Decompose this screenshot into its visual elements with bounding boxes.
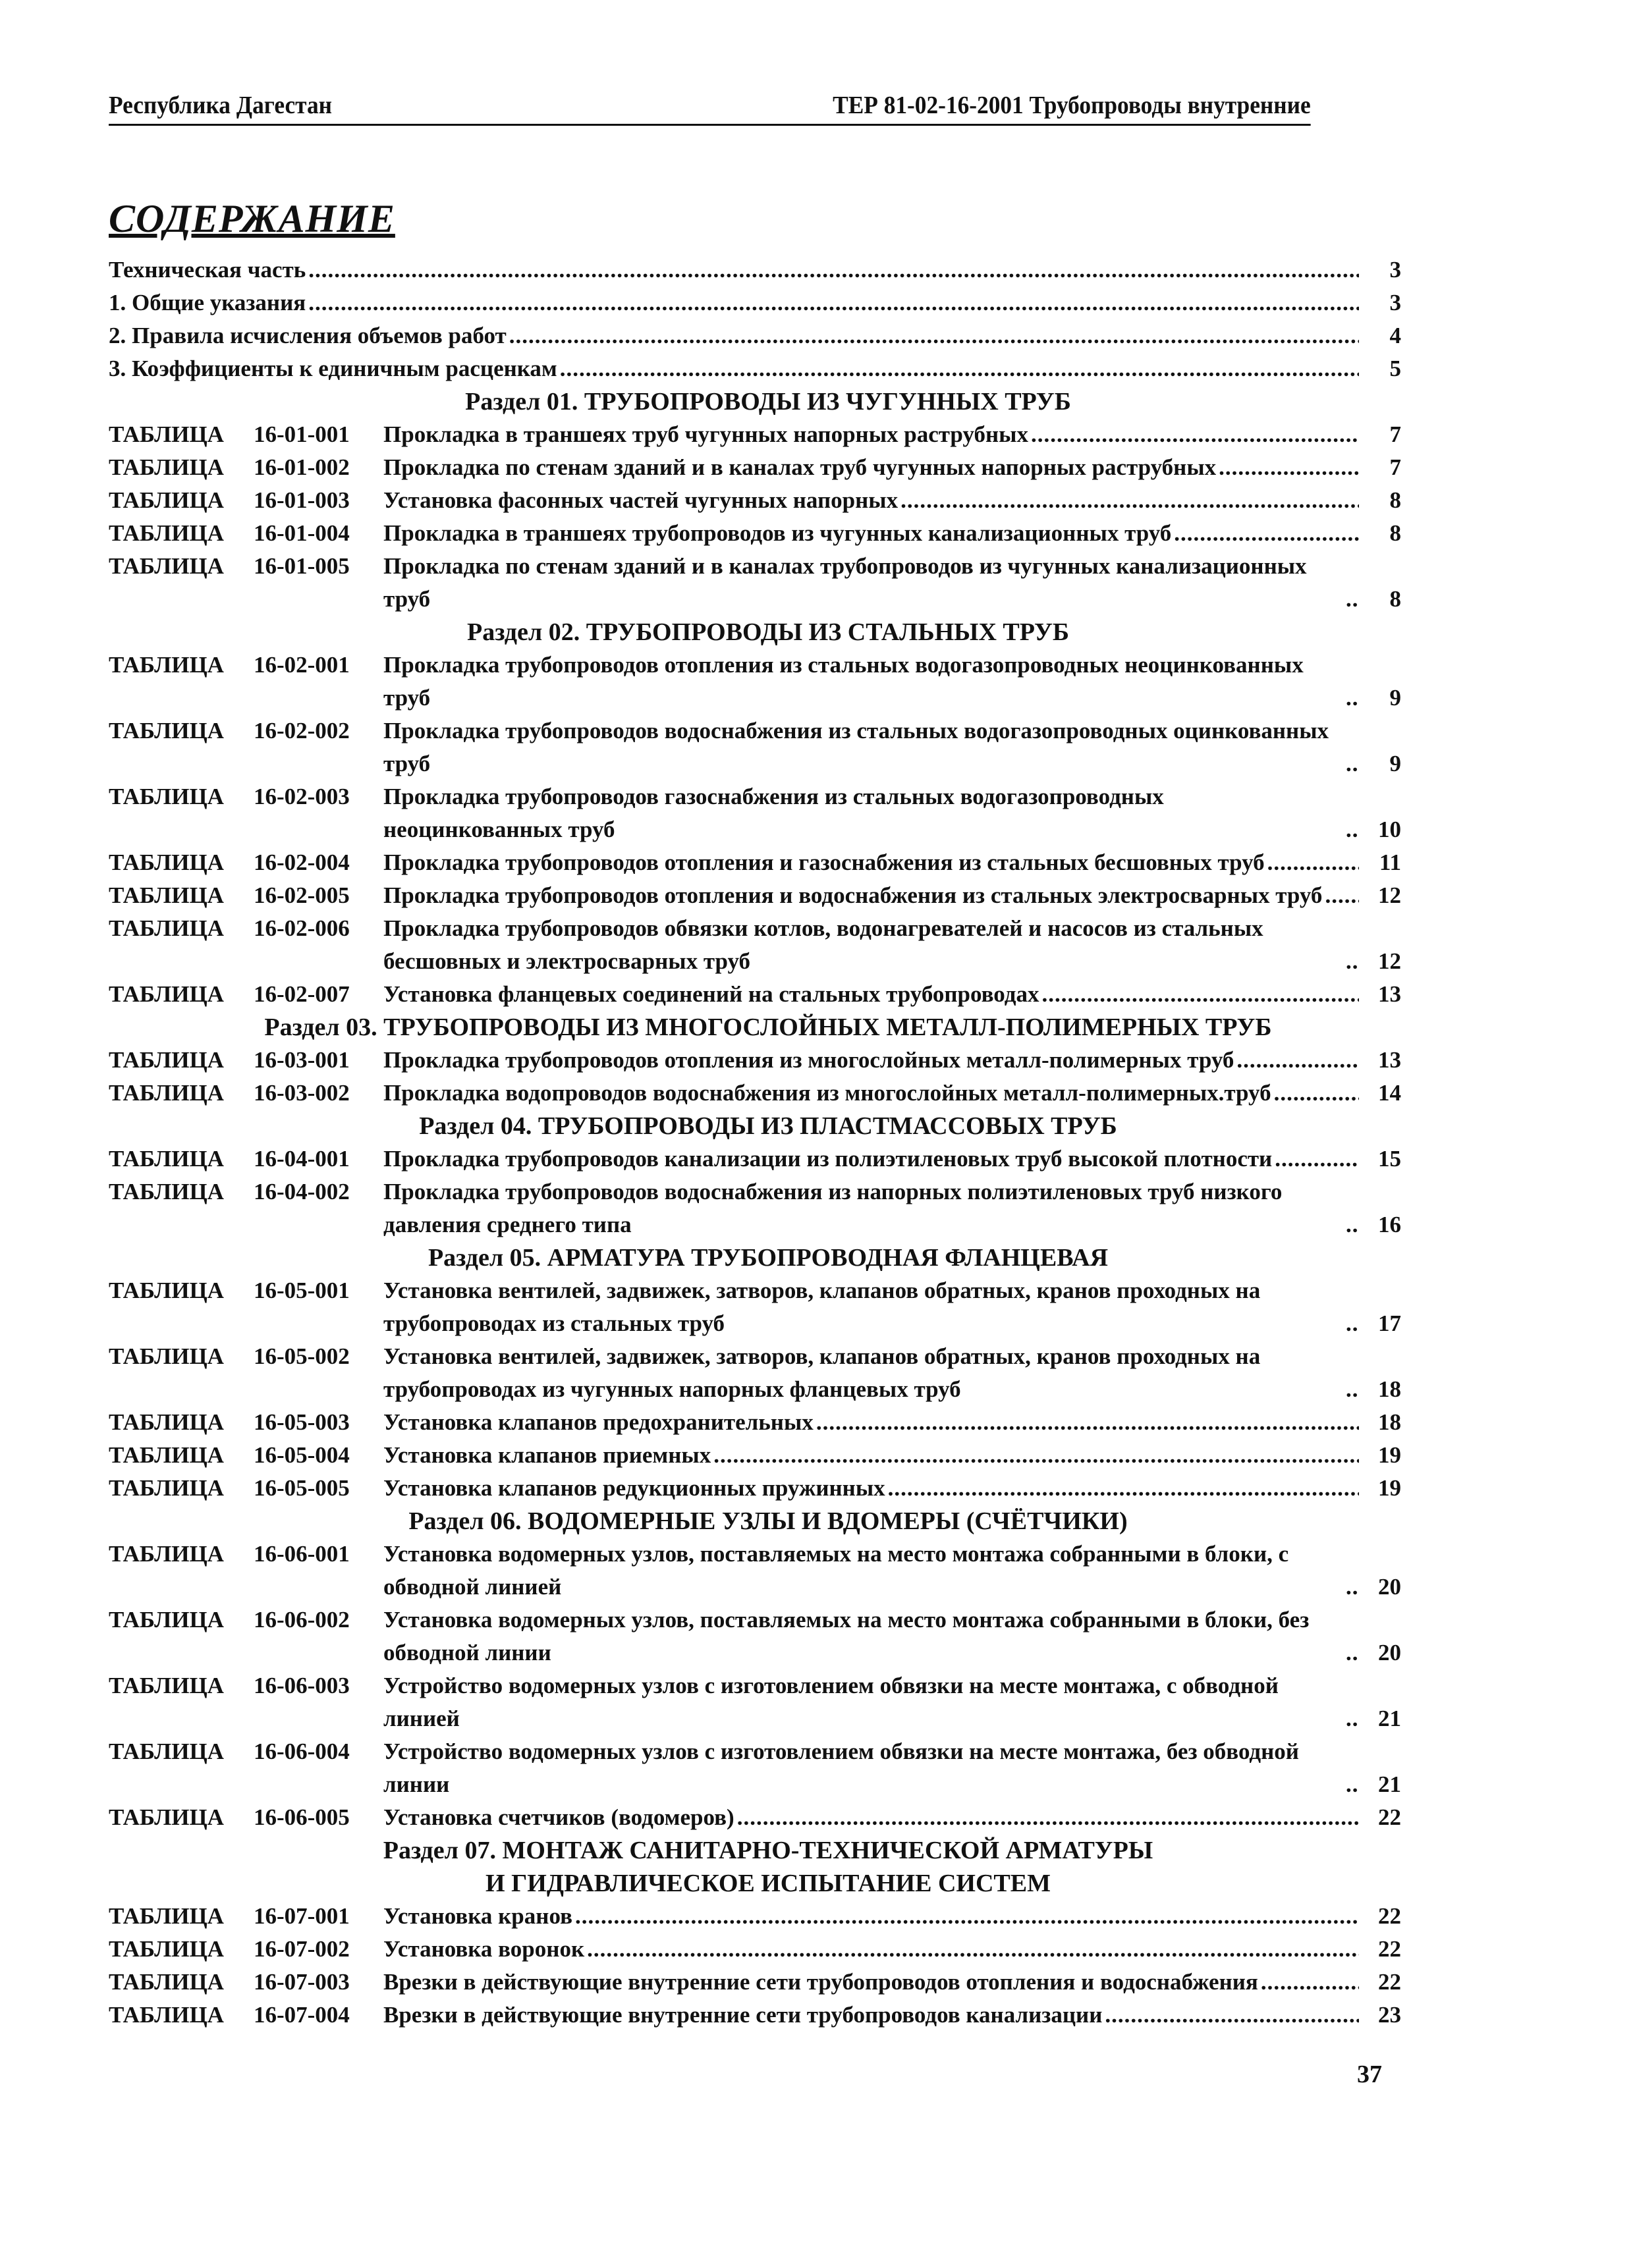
table-code: 16-04-001: [254, 1146, 350, 1172]
table-code: 16-06-005: [254, 1804, 350, 1830]
toc-entry-title: Техническая часть: [109, 257, 306, 283]
toc-entry-text-wrap: [383, 1077, 1362, 1110]
dot-leader: [900, 484, 1359, 517]
toc-entry-text-wrap: [383, 451, 1362, 484]
table-label: ТАБЛИЦА: [109, 1936, 224, 1962]
toc-entry-title: Установка водомерных узлов, поставляемых на место монтажа собранными в блоки, с обводной линией: [383, 1541, 1289, 1600]
table-label: ТАБЛИЦА: [109, 1278, 224, 1303]
toc-entry-title: Прокладка трубопроводов водоснабжения из стальных водогазопроводных оцинкованных труб: [383, 718, 1329, 776]
dot-leader: [1275, 1143, 1359, 1175]
dot-leader: [1346, 1768, 1359, 1801]
table-label: ТАБЛИЦА: [109, 2002, 224, 2028]
toc-entry[interactable]: [109, 319, 1401, 352]
dot-leader: [1031, 418, 1359, 451]
toc-entry-title: Прокладка трубопроводов отопления из многослойных металл-полимерных труб: [383, 1047, 1234, 1073]
table-label: ТАБЛИЦА: [109, 1804, 224, 1830]
toc-entry-text-wrap: [383, 1406, 1362, 1439]
dot-leader: [587, 1933, 1359, 1966]
toc-entry-text-wrap: [383, 1175, 1362, 1241]
toc-page-number: 14: [1378, 1080, 1401, 1106]
toc-entry[interactable]: [109, 1274, 1401, 1340]
toc-entry-text-wrap: [109, 254, 1362, 286]
dot-leader: [1346, 1702, 1359, 1735]
table-code: 16-06-002: [254, 1607, 350, 1633]
toc-page-number: 23: [1378, 2002, 1401, 2028]
table-code: 16-01-002: [254, 454, 350, 480]
toc-entry-text-wrap: [383, 649, 1362, 715]
table-label: ТАБЛИЦА: [109, 421, 224, 447]
toc-page-number: 3: [1389, 257, 1401, 283]
table-code: 16-07-002: [254, 1936, 350, 1962]
toc-entry-text-wrap: [383, 1472, 1362, 1505]
header-document-code: ТЕР 81-02-16-2001 Трубопроводы внутренние: [833, 92, 1311, 119]
toc-entry[interactable]: [109, 1538, 1401, 1604]
dot-leader: [1346, 682, 1359, 715]
table-label: ТАБЛИЦА: [109, 1739, 224, 1764]
table-label: ТАБЛИЦА: [109, 882, 224, 908]
dot-leader: [1325, 879, 1359, 912]
table-code: 16-02-003: [254, 784, 350, 809]
dot-leader: [1346, 1571, 1359, 1604]
dot-leader: [1174, 517, 1359, 550]
toc-entry-text-wrap: [109, 286, 1362, 319]
toc-entry-title: Врезки в действующие внутренние сети трубопроводов отопления и водоснабжения: [383, 1969, 1258, 1995]
dot-leader: [1041, 978, 1359, 1011]
toc-entry-title: Врезки в действующие внутренние сети трубопроводов канализации: [383, 2002, 1103, 2028]
toc-entry[interactable]: [109, 1735, 1401, 1801]
toc-entry[interactable]: [109, 1175, 1401, 1241]
dot-leader: [1346, 1307, 1359, 1340]
toc-page-number: 8: [1389, 586, 1401, 612]
toc-entry[interactable]: [109, 1999, 1401, 2032]
table-code: 16-01-005: [254, 553, 350, 579]
toc-page-number: 13: [1378, 1047, 1401, 1073]
toc-entry[interactable]: [109, 780, 1401, 846]
toc-entry-title: Установка клапанов редукционных пружинных: [383, 1475, 885, 1501]
table-code: 16-03-001: [254, 1047, 350, 1073]
toc-entry-title: Установка воронок: [383, 1936, 585, 1962]
toc-entry-text-wrap: [383, 1604, 1362, 1669]
toc-page-number: 7: [1389, 454, 1401, 480]
toc-page-number: 20: [1378, 1640, 1401, 1665]
toc-entry[interactable]: [109, 978, 1401, 1011]
table-code: 16-03-002: [254, 1080, 350, 1106]
toc-entry-title: Устройство водомерных узлов с изготовлением обвязки на месте монтажа, с обводной линией: [383, 1673, 1279, 1731]
toc-entry-title: Прокладка водопроводов водоснабжения из многослойных металл-полимерных.труб: [383, 1080, 1271, 1106]
toc-entry[interactable]: [109, 1801, 1401, 1834]
section-heading: Раздел 06. ВОДОМЕРНЫЕ УЗЛЫ И ВДОМЕРЫ (СЧЁТЧИКИ): [408, 1507, 1128, 1535]
toc-entry-title: Прокладка по стенам зданий и в каналах трубопроводов из чугунных канализационных труб: [383, 553, 1307, 612]
toc-entry-text-wrap: [383, 912, 1362, 978]
toc-entry-title: Прокладка трубопроводов обвязки котлов, водонагревателей и насосов из стальных бесшовных и электросварных труб: [383, 915, 1263, 974]
dot-leader: [1267, 846, 1359, 879]
table-code: 16-02-002: [254, 718, 350, 743]
toc-page-number: 11: [1379, 850, 1401, 875]
toc-entry-title: 2. Правила исчисления объемов работ: [109, 323, 507, 348]
dot-leader: [308, 254, 1359, 286]
toc-page-number: 8: [1389, 520, 1401, 546]
table-code: 16-01-001: [254, 421, 350, 447]
dot-leader: [560, 352, 1359, 385]
toc-page-number: 17: [1378, 1310, 1401, 1336]
toc-entry-title: Прокладка трубопроводов отопления и водоснабжения из стальных электросварных труб: [383, 882, 1323, 908]
dot-leader: [1261, 1966, 1359, 1999]
dot-leader: [308, 286, 1359, 319]
toc-entry-title: Установка счетчиков (водомеров): [383, 1804, 734, 1830]
table-label: ТАБЛИЦА: [109, 1179, 224, 1204]
toc-entry[interactable]: [109, 1966, 1401, 1999]
toc-page-number: 19: [1378, 1442, 1401, 1468]
table-label: ТАБЛИЦА: [109, 1903, 224, 1929]
toc-page-number: 21: [1378, 1771, 1401, 1797]
toc-entry-text-wrap: [383, 1801, 1362, 1834]
toc-entry-title: Прокладка трубопроводов отопления из стальных водогазопроводных неоцинкованных труб: [383, 652, 1304, 711]
toc-entry-title: Установка клапанов приемных: [383, 1442, 711, 1468]
dot-leader: [1346, 813, 1359, 846]
toc-page-number: 19: [1378, 1475, 1401, 1501]
table-label: ТАБЛИЦА: [109, 1673, 224, 1698]
toc-entry[interactable]: [109, 1406, 1401, 1439]
toc-entry-title: Прокладка в траншеях трубопроводов из чугунных канализационных труб: [383, 520, 1172, 546]
table-label: ТАБЛИЦА: [109, 850, 224, 875]
table-code: 16-06-004: [254, 1739, 350, 1764]
table-label: ТАБЛИЦА: [109, 1969, 224, 1995]
toc-entry-text-wrap: [383, 1274, 1362, 1340]
toc-page-number: 13: [1378, 981, 1401, 1007]
toc-entry-title: Устройство водомерных узлов с изготовлением обвязки на месте монтажа, без обводной линии: [383, 1739, 1299, 1797]
table-code: 16-05-001: [254, 1278, 350, 1303]
table-label: ТАБЛИЦА: [109, 1047, 224, 1073]
toc-entry-title: Прокладка по стенам зданий и в каналах труб чугунных напорных раструбных: [383, 454, 1217, 480]
dot-leader: [1346, 1373, 1359, 1406]
toc-entry-text-wrap: [109, 319, 1362, 352]
toc-entry-text-wrap: [383, 1538, 1362, 1604]
toc-entry-title: 3. Коэффициенты к единичным расценкам: [109, 356, 557, 381]
toc-entry[interactable]: [109, 1604, 1401, 1669]
dot-leader: [509, 319, 1359, 352]
toc-entry[interactable]: [109, 352, 1401, 385]
toc-page-number: 10: [1378, 817, 1401, 842]
dot-leader: [1274, 1077, 1359, 1110]
section-heading: Раздел 05. АРМАТУРА ТРУБОПРОВОДНАЯ ФЛАНЦЕВАЯ: [428, 1244, 1109, 1272]
toc-entry-title: Прокладка трубопроводов газоснабжения из стальных водогазопроводных неоцинкованных труб: [383, 784, 1164, 842]
toc-entry-text-wrap: [383, 1999, 1362, 2032]
table-code: 16-02-001: [254, 652, 350, 678]
toc-entry-text-wrap: [383, 1340, 1362, 1406]
toc-page-number: 7: [1389, 421, 1401, 447]
toc-entry-text-wrap: [383, 715, 1362, 780]
table-label: ТАБЛИЦА: [109, 1146, 224, 1172]
toc-page-number: 9: [1389, 751, 1401, 776]
toc-entry[interactable]: [109, 1472, 1401, 1505]
toc-entry-text-wrap: [383, 1735, 1362, 1801]
table-label: ТАБЛИЦА: [109, 553, 224, 579]
toc-page-number: 21: [1378, 1706, 1401, 1731]
toc-entry[interactable]: [109, 912, 1401, 978]
toc-entry[interactable]: [109, 1143, 1401, 1175]
toc-entry-text-wrap: [383, 1900, 1362, 1933]
toc-page-number: 22: [1378, 1969, 1401, 1995]
toc-entry-text-wrap: [383, 418, 1362, 451]
table-label: ТАБЛИЦА: [109, 652, 224, 678]
toc-entry-text-wrap: [383, 550, 1362, 616]
table-code: 16-07-003: [254, 1969, 350, 1995]
table-label: ТАБЛИЦА: [109, 1442, 224, 1468]
toc-entry[interactable]: [109, 1669, 1401, 1735]
table-code: 16-07-004: [254, 2002, 350, 2028]
table-label: ТАБЛИЦА: [109, 718, 224, 743]
table-label: ТАБЛИЦА: [109, 1343, 224, 1369]
toc-entry-title: Прокладка трубопроводов водоснабжения из напорных полиэтиленовых труб низкого давления среднего типа: [383, 1179, 1283, 1237]
table-code: 16-02-007: [254, 981, 350, 1007]
toc-entry-text-wrap: [383, 517, 1362, 550]
toc-entry[interactable]: [109, 846, 1401, 879]
toc-entry-text-wrap: [383, 484, 1362, 517]
table-label: ТАБЛИЦА: [109, 784, 224, 809]
dot-leader: [713, 1439, 1359, 1472]
toc-entry-text-wrap: [383, 1143, 1362, 1175]
table-code: 16-05-005: [254, 1475, 350, 1501]
dot-leader: [816, 1406, 1359, 1439]
toc-page-number: 12: [1378, 882, 1401, 908]
table-label: ТАБЛИЦА: [109, 520, 224, 546]
toc-entry-text-wrap: [383, 1966, 1362, 1999]
toc-entry[interactable]: [109, 517, 1401, 550]
toc-entry-title: Установка вентилей, задвижек, затворов, клапанов обратных, кранов проходных на трубопроводах из стальных труб: [383, 1278, 1261, 1336]
table-label: ТАБЛИЦА: [109, 1607, 224, 1633]
dot-leader: [737, 1801, 1359, 1834]
toc-entry-title: Прокладка трубопроводов канализации из полиэтиленовых труб высокой плотности: [383, 1146, 1273, 1172]
dot-leader: [1346, 1636, 1359, 1669]
table-of-contents: [109, 254, 1401, 2032]
section-heading: Раздел 01. ТРУБОПРОВОДЫ ИЗ ЧУГУННЫХ ТРУБ: [465, 388, 1071, 416]
table-code: 16-02-005: [254, 882, 350, 908]
toc-entry-title: Установка вентилей, задвижек, затворов, клапанов обратных, кранов проходных на трубопроводах из чугунных напорных фланцевых труб: [383, 1343, 1261, 1402]
toc-entry[interactable]: [109, 1044, 1401, 1077]
toc-entry-title: Прокладка трубопроводов отопления и газоснабжения из стальных бесшовных труб: [383, 850, 1265, 875]
table-code: 16-06-003: [254, 1673, 350, 1698]
table-label: ТАБЛИЦА: [109, 1541, 224, 1567]
toc-entry-text-wrap: [383, 1044, 1362, 1077]
page-title: СОДЕРЖАНИЕ: [109, 197, 395, 240]
toc-entry-text-wrap: [109, 352, 1362, 385]
toc-entry[interactable]: [109, 879, 1401, 912]
dot-leader: [575, 1900, 1359, 1933]
table-label: ТАБЛИЦА: [109, 487, 224, 513]
section-heading: Раздел 03. ТРУБОПРОВОДЫ ИЗ МНОГОСЛОЙНЫХ МЕТАЛЛ-ПОЛИМЕРНЫХ ТРУБ: [264, 1013, 1272, 1041]
toc-entry-text-wrap: [383, 879, 1362, 912]
toc-entry-text-wrap: [383, 978, 1362, 1011]
table-code: 16-02-006: [254, 915, 350, 941]
table-label: ТАБЛИЦА: [109, 915, 224, 941]
dot-leader: [888, 1472, 1359, 1505]
toc-page-number: 8: [1389, 487, 1401, 513]
toc-entry-text-wrap: [383, 1439, 1362, 1472]
table-code: 16-02-004: [254, 850, 350, 875]
section-heading: Раздел 07. МОНТАЖ САНИТАРНО-ТЕХНИЧЕСКОЙ АРМАТУРЫ И ГИДРАВЛИЧЕСКОЕ ИСПЫТАНИЕ СИСТЕМ: [383, 1837, 1153, 1897]
running-header: [109, 91, 1311, 126]
toc-entry-title: Установка водомерных узлов, поставляемых на место монтажа собранными в блоки, без обводной линии: [383, 1607, 1310, 1665]
table-code: 16-01-003: [254, 487, 350, 513]
toc-entry[interactable]: [109, 254, 1401, 286]
toc-page-number: 22: [1378, 1936, 1401, 1962]
toc-page-number: 5: [1389, 356, 1401, 381]
header-region: Республика Дагестан: [109, 92, 332, 119]
toc-page-number: 12: [1378, 948, 1401, 974]
toc-entry[interactable]: [109, 1077, 1401, 1110]
toc-page-number: 18: [1378, 1376, 1401, 1402]
toc-page-number: 16: [1378, 1212, 1401, 1237]
table-label: ТАБЛИЦА: [109, 1475, 224, 1501]
toc-entry-text-wrap: [383, 846, 1362, 879]
toc-entry[interactable]: [109, 550, 1401, 616]
table-code: 16-05-004: [254, 1442, 350, 1468]
toc-entry-title: Установка фасонных частей чугунных напорных: [383, 487, 899, 513]
table-code: 16-01-004: [254, 520, 350, 546]
table-label: ТАБЛИЦА: [109, 454, 224, 480]
toc-entry-text-wrap: [383, 1669, 1362, 1735]
toc-page-number: 18: [1378, 1409, 1401, 1435]
table-label: ТАБЛИЦА: [109, 981, 224, 1007]
toc-entry[interactable]: [109, 715, 1401, 780]
dot-leader: [1346, 747, 1359, 780]
dot-leader: [1219, 451, 1359, 484]
section-heading: Раздел 02. ТРУБОПРОВОДЫ ИЗ СТАЛЬНЫХ ТРУБ: [466, 618, 1070, 646]
toc-entry[interactable]: [109, 649, 1401, 715]
toc-entry-title: Установка фланцевых соединений на стальных трубопроводах: [383, 981, 1039, 1007]
section-heading: Раздел 04. ТРУБОПРОВОДЫ ИЗ ПЛАСТМАССОВЫХ ТРУБ: [419, 1112, 1117, 1140]
toc-entry-title: Установка клапанов предохранительных: [383, 1409, 814, 1435]
dot-leader: [1105, 1999, 1359, 2032]
toc-page-number: 20: [1378, 1574, 1401, 1600]
toc-entry[interactable]: [109, 286, 1401, 319]
table-code: 16-06-001: [254, 1541, 350, 1567]
dot-leader: [1346, 583, 1359, 616]
toc-page-number: 22: [1378, 1804, 1401, 1830]
dot-leader: [1236, 1044, 1359, 1077]
table-code: 16-05-002: [254, 1343, 350, 1369]
table-code: 16-07-001: [254, 1903, 350, 1929]
toc-page-number: 9: [1389, 685, 1401, 711]
toc-entry-text-wrap: [383, 780, 1362, 846]
toc-entry[interactable]: [109, 1933, 1401, 1966]
toc-page-number: 22: [1378, 1903, 1401, 1929]
toc-page-number: 15: [1378, 1146, 1401, 1172]
toc-entry-title: Установка кранов: [383, 1903, 572, 1929]
dot-leader: [1346, 1208, 1359, 1241]
page-number: 37: [1357, 2061, 1382, 2088]
toc-entry-title: 1. Общие указания: [109, 290, 306, 315]
dot-leader: [1346, 945, 1359, 978]
toc-entry[interactable]: [109, 1340, 1401, 1406]
toc-page-number: 4: [1389, 323, 1401, 348]
table-label: ТАБЛИЦА: [109, 1080, 224, 1106]
toc-entry[interactable]: [109, 1900, 1401, 1933]
table-code: 16-04-002: [254, 1179, 350, 1204]
toc-entry[interactable]: [109, 418, 1401, 451]
table-label: ТАБЛИЦА: [109, 1409, 224, 1435]
toc-entry[interactable]: [109, 451, 1401, 484]
toc-entry[interactable]: [109, 1439, 1401, 1472]
toc-entry-title: Прокладка в траншеях труб чугунных напорных раструбных: [383, 421, 1028, 447]
toc-entry[interactable]: [109, 484, 1401, 517]
toc-page-number: 3: [1389, 290, 1401, 315]
toc-entry-text-wrap: [383, 1933, 1362, 1966]
table-code: 16-05-003: [254, 1409, 350, 1435]
